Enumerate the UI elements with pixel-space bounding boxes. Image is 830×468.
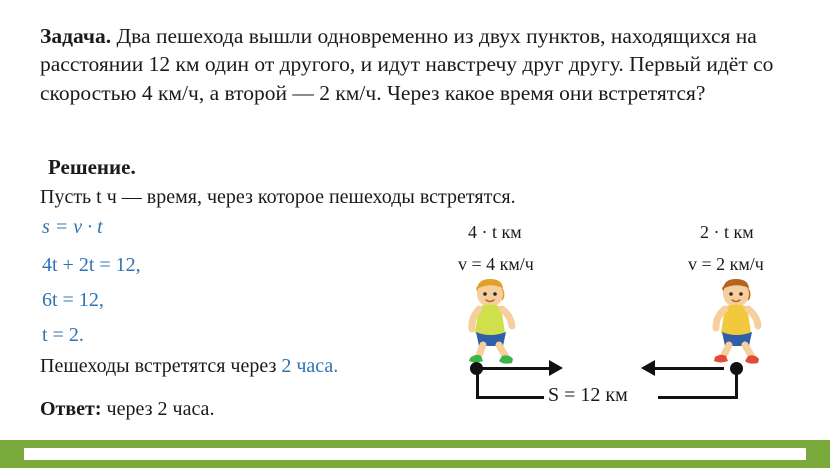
pedestrian-left-figure: [452, 272, 538, 368]
conclusion-prefix: Пешеходы встретятся через: [40, 355, 282, 377]
right-speed-label: v = 2 км/ч: [688, 254, 764, 274]
left-direction-arrow-head: [549, 360, 563, 376]
task-paragraph: [40, 22, 800, 107]
right-distance-label: 2 · t км: [700, 222, 754, 242]
pedestrian-right-figure: [698, 272, 784, 368]
task-text: Два пешехода вышли одновременно из двух пунктов, находящихся на расстоянии 12 км один от другого, и идут навстречу друг другу. Первый идёт со скоростью 4 км/ч, а второй — 2 км/ч. Через какое время они встретятся?: [40, 24, 774, 105]
task-label: Задача.: [40, 24, 112, 48]
solution-equation-3: t = 2.: [42, 324, 84, 346]
right-direction-arrow-shaft: [652, 367, 724, 370]
distance-bracket-bottom-right: [658, 396, 738, 399]
solution-title: Решение.: [48, 155, 136, 179]
right-direction-arrow-head: [641, 360, 655, 376]
total-distance-label: S = 12 км: [548, 384, 628, 406]
distance-bracket-right-tick: [735, 368, 738, 398]
answer-text: через 2 часа.: [106, 398, 215, 420]
solution-equation-1: 4t + 2t = 12,: [42, 254, 141, 276]
solution-conclusion: [40, 355, 338, 378]
solution-let-line: Пусть t ч — время, через которое пешеходы встретятся.: [40, 186, 516, 208]
conclusion-highlight: 2 часа.: [281, 355, 339, 377]
distance-bracket-bottom-left: [476, 396, 544, 399]
distance-diagram: [430, 210, 820, 425]
solution-equation-2: 6t = 12,: [42, 289, 104, 311]
left-speed-label: v = 4 км/ч: [458, 254, 534, 274]
left-direction-arrow-shaft: [480, 367, 552, 370]
footer-white-strip: [24, 448, 806, 460]
left-distance-label: 4 · t км: [468, 222, 522, 242]
solution-formula: s = v · t: [42, 216, 103, 238]
distance-bracket-left-tick: [476, 368, 479, 398]
answer-line: [40, 398, 214, 421]
answer-label: Ответ:: [40, 398, 102, 420]
